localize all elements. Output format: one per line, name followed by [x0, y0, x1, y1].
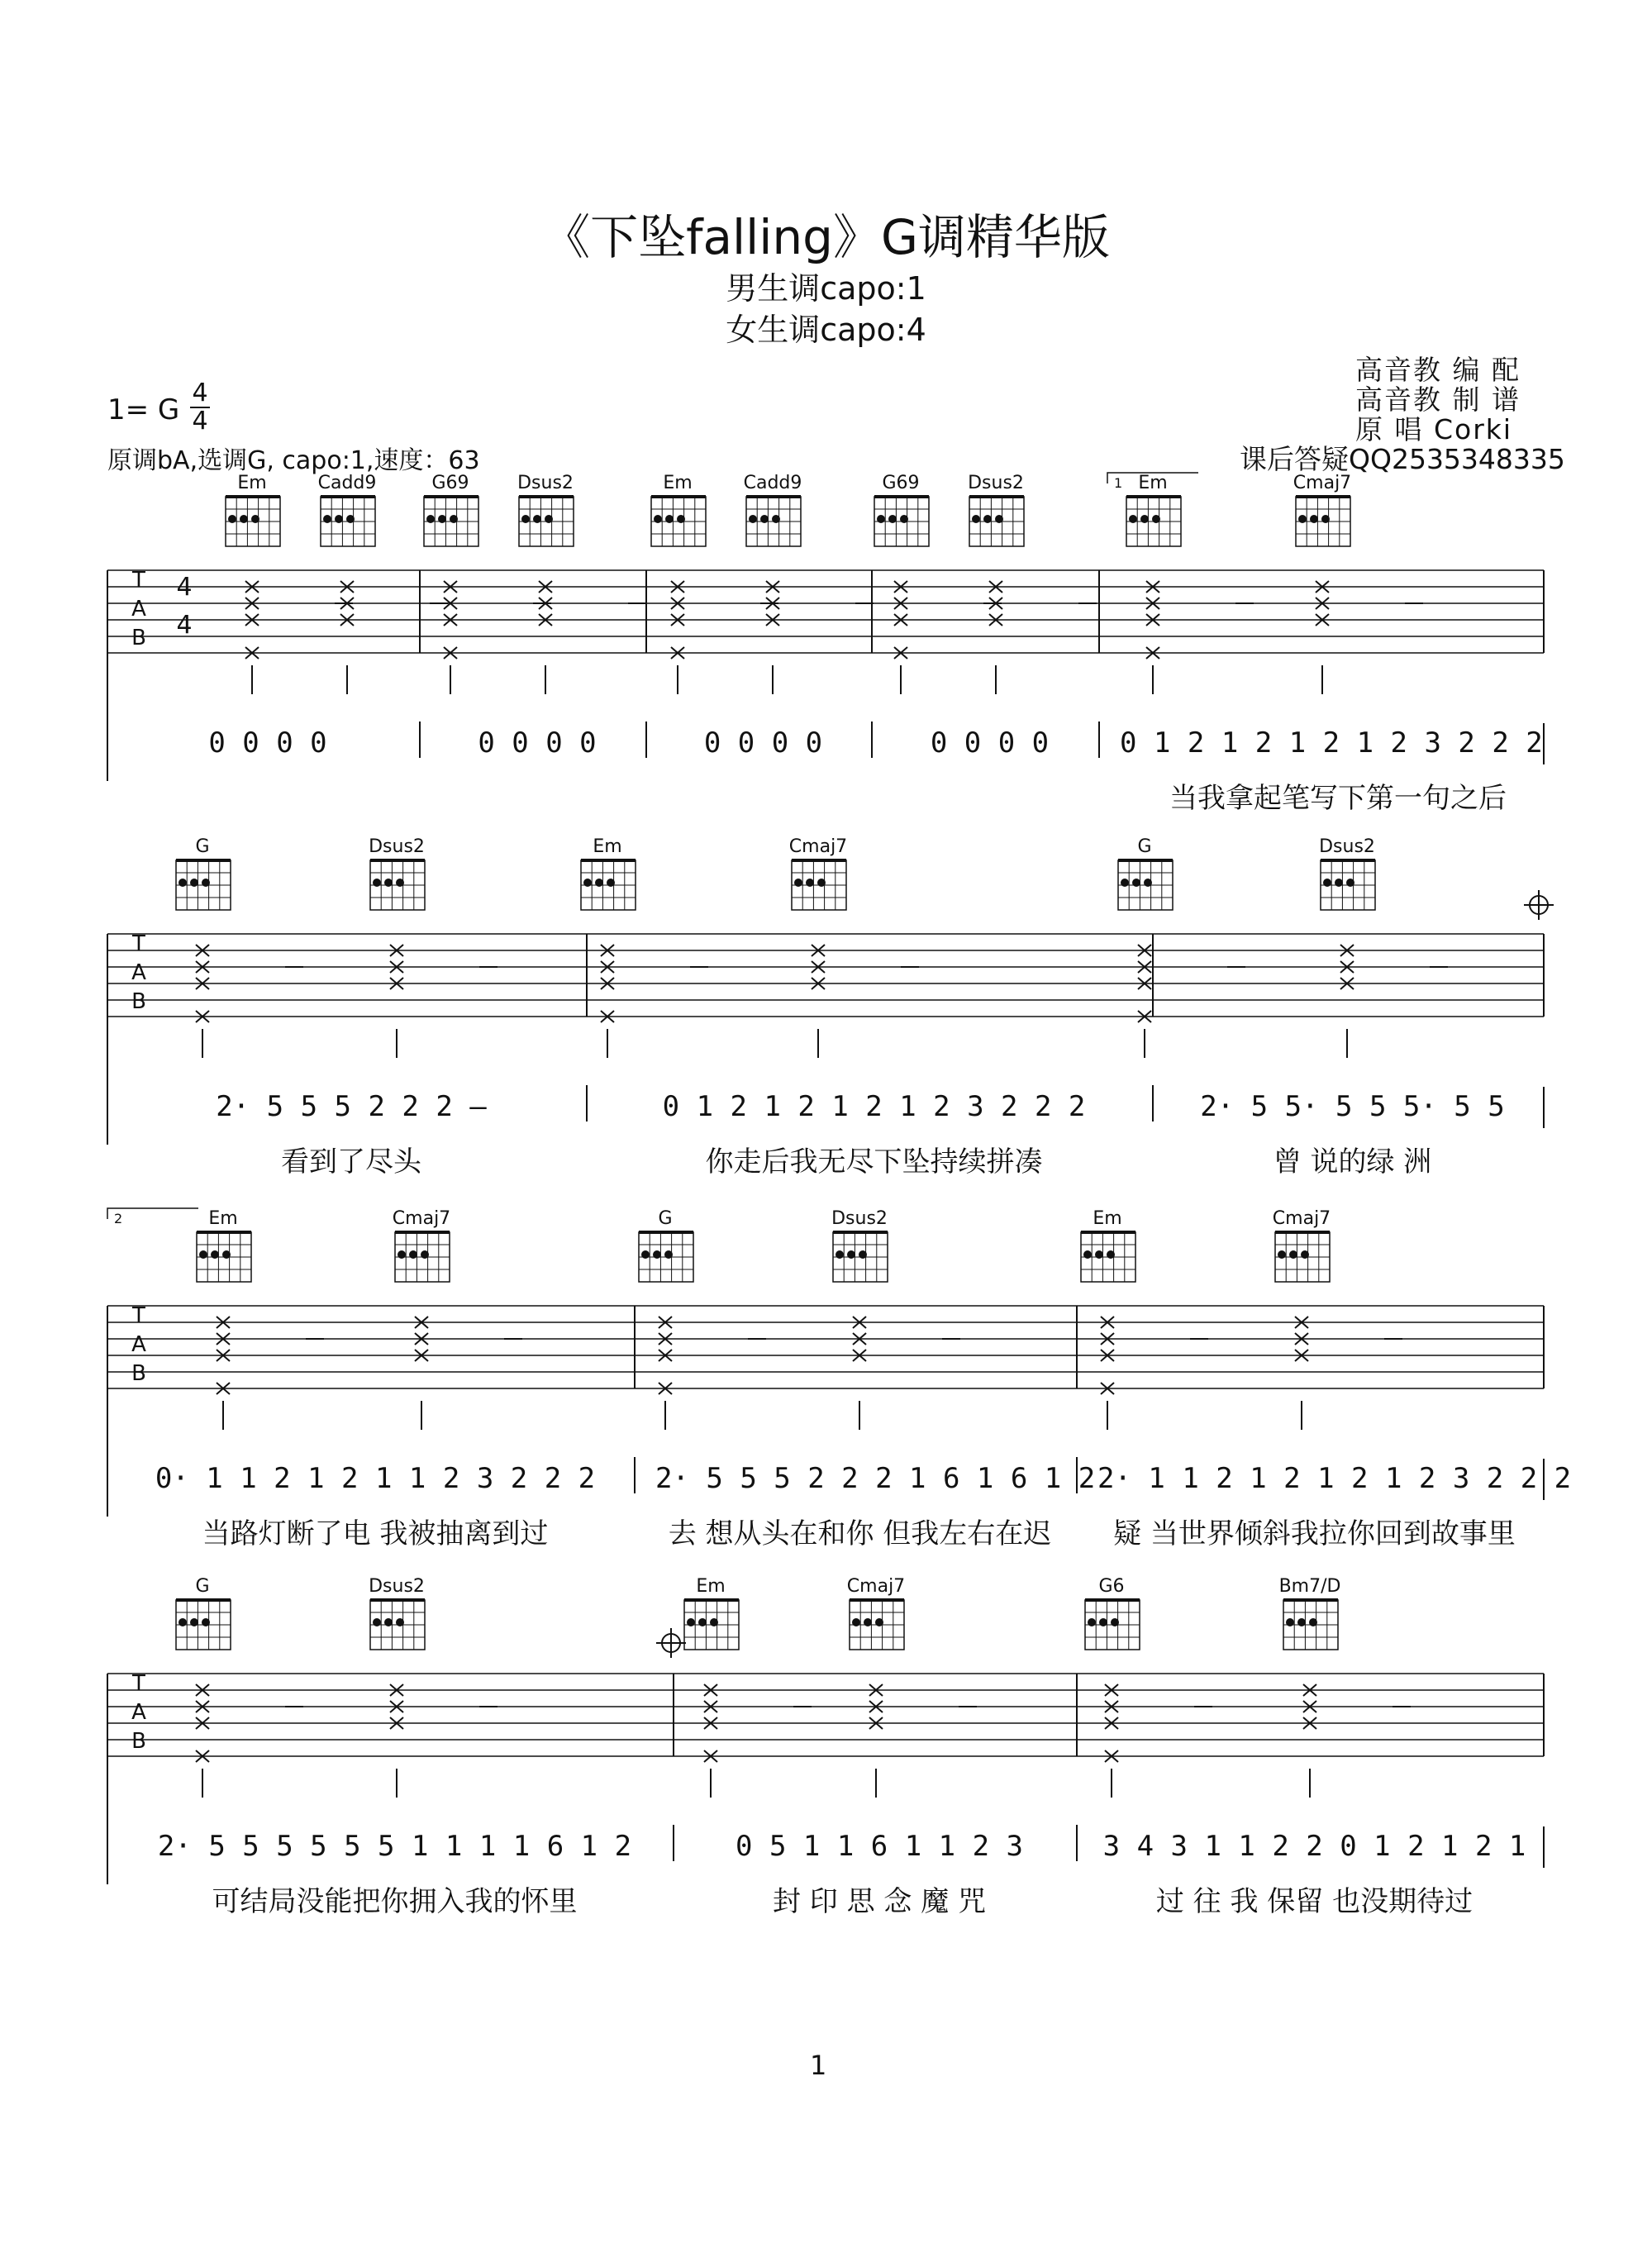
- lyric-line: 曾 说的绿 洲: [1273, 1145, 1432, 1179]
- tab-clef-t: T: [132, 931, 145, 956]
- chord-name-1: Cmaj7: [392, 1208, 451, 1229]
- chord-diagram-dot: [251, 515, 259, 523]
- numbered-notation: 0 0 0 0: [478, 726, 597, 760]
- chord-diagram-dot: [1335, 879, 1343, 887]
- chord-diagram-dot: [1121, 879, 1129, 887]
- chord-diagram-dot: [806, 879, 814, 887]
- tab-clef-b: B: [131, 626, 146, 650]
- chord-diagram-dot: [607, 879, 615, 887]
- chord-diagram-dot: [664, 1250, 673, 1259]
- lyric-line: 过 往 我 保留 也没期待过: [1155, 1885, 1473, 1918]
- chord-name-6: G69: [882, 473, 920, 493]
- chord-diagram-dot: [772, 515, 780, 523]
- chord-name-2: Em: [593, 836, 622, 857]
- numbered-notation: 2· 1 1 2 1 2 1 2 1 2 3 2 2 2: [1097, 1462, 1572, 1495]
- chord-diagram-dot: [211, 1250, 219, 1259]
- chord-name-5: Bm7/D: [1278, 1576, 1341, 1597]
- chord-diagram-dot: [1132, 879, 1140, 887]
- chord-name-4: G: [1137, 836, 1152, 857]
- chord-diagram-dot: [836, 1250, 844, 1259]
- time-signature-top: 4: [192, 379, 208, 407]
- volta-number: 2: [114, 1211, 123, 1226]
- numbered-notation: 0 1 2 1 2 1 2 1 2 3 2 2 2: [1120, 726, 1543, 760]
- chord-diagram-dot: [677, 515, 685, 523]
- chord-diagram-dot: [202, 879, 210, 887]
- tab-timesig-top: 4: [176, 573, 193, 602]
- chord-diagram-dot: [373, 1618, 381, 1626]
- lyric-line: 当路灯断了电 我被抽离到过: [202, 1517, 549, 1550]
- chord-diagram-dot: [396, 879, 404, 887]
- chord-diagram-dot: [1297, 1618, 1306, 1626]
- chord-name-8: Em: [1138, 473, 1168, 493]
- key-signature: 1= G: [107, 393, 180, 426]
- chord-diagram-dot: [1107, 1250, 1115, 1259]
- chord-diagram-dot: [240, 515, 248, 523]
- tab-clef-b: B: [131, 1361, 146, 1386]
- lyric-line: 看到了尽头: [281, 1145, 421, 1179]
- page-number: 1: [810, 2050, 827, 2081]
- chord-diagram-dot: [995, 515, 1003, 523]
- chord-diagram-dot: [900, 515, 908, 523]
- chord-diagram-dot: [852, 1618, 860, 1626]
- chord-name-3: Cmaj7: [846, 1576, 906, 1597]
- chord-diagram-dot: [654, 515, 662, 523]
- chord-diagram-dot: [1278, 1250, 1286, 1259]
- chord-diagram-dot: [228, 515, 236, 523]
- numbered-notation: 0 0 0 0: [930, 726, 1050, 760]
- numbered-notation: 0· 1 1 2 1 2 1 1 2 3 2 2 2: [155, 1462, 596, 1495]
- chord-diagram-dot: [983, 515, 992, 523]
- chord-diagram-dot: [335, 515, 343, 523]
- lyric-line: 封 印 思 念 魔 咒: [772, 1885, 987, 1918]
- chord-diagram-dot: [1298, 515, 1307, 523]
- chord-diagram-dot: [1111, 1618, 1119, 1626]
- lyric-line: 可结局没能把你拥入我的怀里: [212, 1885, 578, 1918]
- tab-clef-a: A: [131, 597, 146, 621]
- chord-diagram-dot: [409, 1250, 417, 1259]
- tab-clef-t: T: [132, 1303, 145, 1328]
- lyric-line: 去 想从头在和你 但我左右在迟: [668, 1517, 1052, 1550]
- chord-diagram-dot: [396, 1618, 404, 1626]
- chord-diagram-dot: [1129, 515, 1137, 523]
- chord-diagram-dot: [687, 1618, 695, 1626]
- chord-diagram-dot: [179, 879, 187, 887]
- chord-name-3: Dsus2: [831, 1208, 888, 1229]
- credit-transcriber: 高音教 制 谱: [1355, 383, 1521, 416]
- chord-name-3: Cmaj7: [788, 836, 848, 857]
- chord-diagram-dot: [521, 515, 530, 523]
- chord-diagram-dot: [817, 879, 826, 887]
- tab-clef-a: A: [131, 1700, 146, 1725]
- lyric-line: 疑 当世界倾斜我拉你回到故事里: [1113, 1517, 1516, 1550]
- chord-diagram-dot: [179, 1618, 187, 1626]
- chord-diagram-dot: [384, 1618, 393, 1626]
- chord-name-4: Em: [663, 473, 693, 493]
- chord-diagram-dot: [438, 515, 446, 523]
- song-info: 原调bA,选调G, capo:1,速度：63: [107, 446, 480, 475]
- chord-name-2: Em: [696, 1576, 726, 1597]
- credit-singer: 原 唱 Corki: [1355, 413, 1513, 445]
- chord-diagram-dot: [202, 1618, 210, 1626]
- numbered-notation: 0 1 2 1 2 1 2 1 2 3 2 2 2: [662, 1090, 1086, 1123]
- numbered-notation: 0 5 1 1 6 1 1 2 3: [736, 1830, 1023, 1863]
- chord-diagram-dot: [595, 879, 603, 887]
- chord-diagram-dot: [749, 515, 757, 523]
- chord-name-2: G: [658, 1208, 673, 1229]
- chord-diagram-dot: [346, 515, 355, 523]
- chord-diagram-dot: [222, 1250, 231, 1259]
- lyric-line: 当我拿起笔写下第一句之后: [1169, 782, 1507, 815]
- numbered-notation: 2· 5 5· 5 5 5· 5 5: [1200, 1090, 1505, 1123]
- time-signature-bottom: 4: [192, 407, 208, 436]
- chord-diagram-dot: [583, 879, 592, 887]
- chord-diagram-dot: [859, 1250, 867, 1259]
- chord-diagram-dot: [1140, 515, 1149, 523]
- tab-timesig-bottom: 4: [176, 611, 193, 640]
- chord-name-0: Em: [208, 1208, 238, 1229]
- volta-number: 1: [1114, 475, 1123, 491]
- chord-diagram-dot: [1144, 879, 1152, 887]
- chord-diagram-dot: [710, 1618, 718, 1626]
- chord-diagram-dot: [398, 1250, 406, 1259]
- chord-diagram-dot: [972, 515, 980, 523]
- chord-name-5: Dsus2: [1319, 836, 1375, 857]
- chord-name-0: G: [195, 1576, 210, 1597]
- chord-diagram-dot: [1301, 1250, 1309, 1259]
- chord-diagram-dot: [426, 515, 435, 523]
- chord-diagram-dot: [665, 515, 674, 523]
- chord-name-3: Dsus2: [517, 473, 574, 493]
- chord-diagram-dot: [190, 879, 198, 887]
- chord-diagram-dot: [1152, 515, 1160, 523]
- numbered-notation: 3 4 3 1 1 2 2 0 1 2 1 2 1: [1102, 1830, 1526, 1863]
- tab-clef-a: A: [131, 960, 146, 985]
- chord-diagram-dot: [1099, 1618, 1107, 1626]
- numbered-notation: 2· 5 5 5 2 2 2 1 6 1 6 1 2: [655, 1462, 1096, 1495]
- credit-arranger: 高音教 编 配: [1355, 354, 1521, 386]
- chord-diagram-dot: [1095, 1250, 1103, 1259]
- chord-diagram-dot: [877, 515, 885, 523]
- numbered-notation: 2· 5 5 5 5 5 5 1 1 1 1 6 1 2: [157, 1830, 632, 1863]
- chord-diagram-dot: [760, 515, 769, 523]
- chord-diagram-dot: [1321, 515, 1330, 523]
- chord-diagram-dot: [888, 515, 897, 523]
- chord-name-7: Dsus2: [968, 473, 1024, 493]
- chord-diagram-dot: [450, 515, 458, 523]
- tab-clef-a: A: [131, 1332, 146, 1357]
- chord-diagram-dot: [384, 879, 393, 887]
- subtitle-male-capo: 男生调capo:1: [726, 270, 926, 307]
- tab-clef-b: B: [131, 989, 146, 1014]
- chord-diagram-dot: [190, 1618, 198, 1626]
- chord-diagram-dot: [1323, 879, 1331, 887]
- chord-diagram-dot: [533, 515, 541, 523]
- chord-name-1: Dsus2: [369, 836, 425, 857]
- chord-name-4: Em: [1093, 1208, 1122, 1229]
- numbered-notation: 0 0 0 0: [208, 726, 327, 760]
- chord-name-0: Em: [237, 473, 267, 493]
- chord-diagram-dot: [1083, 1250, 1092, 1259]
- numbered-notation: 0 0 0 0: [703, 726, 823, 760]
- credit-qq: 课后答疑QQ2535348335: [1240, 443, 1565, 475]
- chord-name-4: G6: [1098, 1576, 1125, 1597]
- chord-name-1: Cadd9: [317, 473, 377, 493]
- chord-diagram-dot: [1088, 1618, 1096, 1626]
- chord-diagram-dot: [864, 1618, 872, 1626]
- chord-name-0: G: [195, 836, 210, 857]
- tab-clef-t: T: [132, 1671, 145, 1696]
- tab-clef-b: B: [131, 1729, 146, 1754]
- chord-diagram-dot: [1309, 1618, 1317, 1626]
- chord-diagram-dot: [323, 515, 331, 523]
- chord-diagram-dot: [545, 515, 553, 523]
- chord-diagram-dot: [875, 1618, 883, 1626]
- chord-diagram-dot: [373, 879, 381, 887]
- chord-diagram-dot: [1286, 1618, 1294, 1626]
- chord-diagram-dot: [421, 1250, 429, 1259]
- subtitle-female-capo: 女生调capo:4: [726, 312, 926, 348]
- chord-name-5: Cmaj7: [1272, 1208, 1331, 1229]
- chord-diagram-dot: [653, 1250, 661, 1259]
- chord-diagram-dot: [1310, 515, 1318, 523]
- lyric-line: 你走后我无尽下坠持续拼凑: [705, 1145, 1043, 1179]
- numbered-notation: 2· 5 5 5 2 2 2 —: [216, 1090, 487, 1123]
- chord-diagram-dot: [1289, 1250, 1297, 1259]
- chord-diagram-dot: [847, 1250, 855, 1259]
- chord-diagram-dot: [1346, 879, 1354, 887]
- tab-clef-t: T: [132, 568, 145, 593]
- chord-name-9: Cmaj7: [1293, 473, 1352, 493]
- song-title: 《下坠falling》G调精华版: [542, 209, 1110, 265]
- chord-diagram-dot: [199, 1250, 207, 1259]
- chord-diagram-dot: [641, 1250, 650, 1259]
- chord-name-5: Cadd9: [743, 473, 802, 493]
- chord-name-1: Dsus2: [369, 1576, 425, 1597]
- chord-diagram-dot: [794, 879, 802, 887]
- chord-name-2: G69: [431, 473, 469, 493]
- chord-diagram-dot: [698, 1618, 707, 1626]
